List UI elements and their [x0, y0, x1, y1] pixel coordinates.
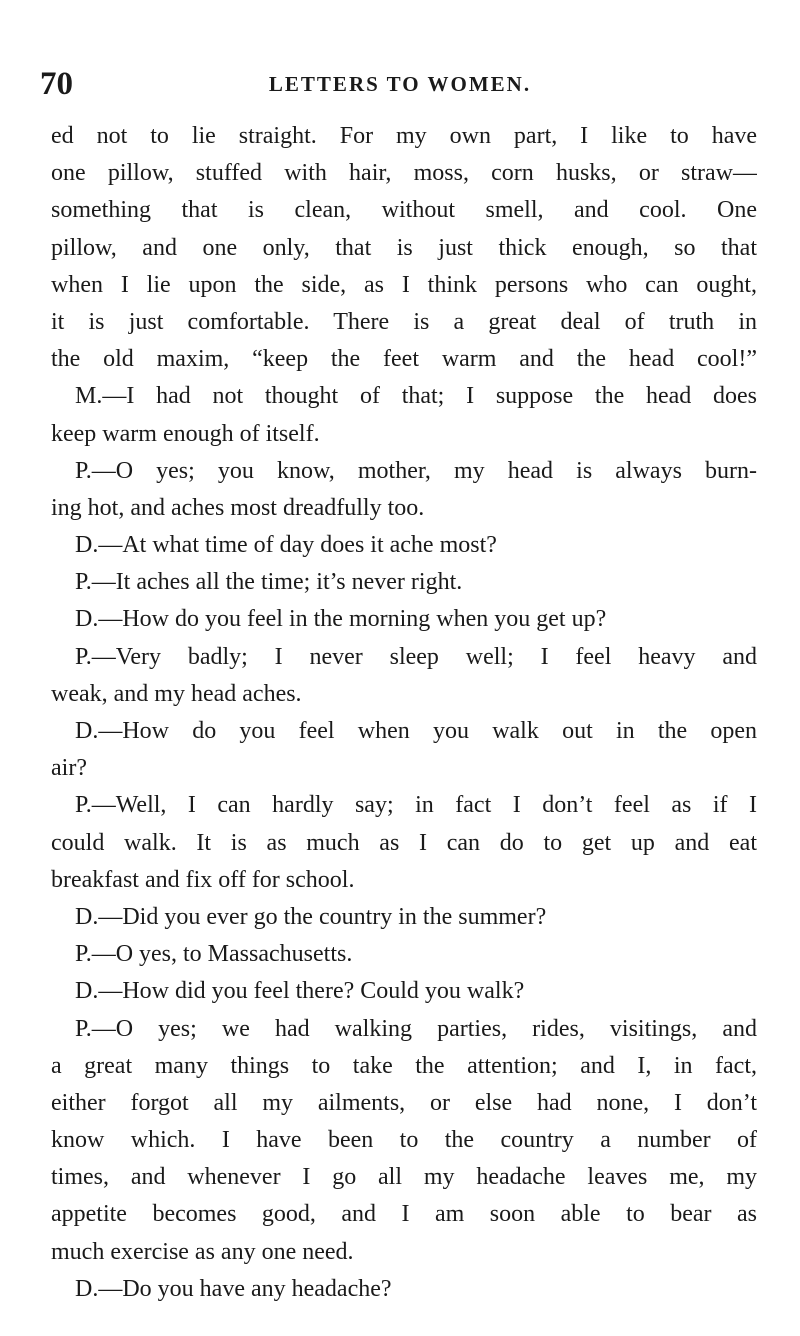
text-line: weak, and my head aches.: [51, 680, 302, 707]
text-line: ed not to lie straight. For my own part, I like to have: [51, 123, 757, 149]
text-line: when I lie upon the side, as I think persons who can ought,: [51, 271, 757, 298]
text-line: P.—Very badly; I never sleep well; I feel heavy and: [75, 643, 757, 670]
text-line: something that is clean, without smell, and cool. One: [51, 197, 757, 224]
running-head: LETTERS TO WOMEN.: [268, 72, 532, 96]
text-line: P.—Well, I can hardly say; in fact I don’t feel as if I: [75, 792, 757, 819]
text-line: it is just comfortable. There is a great deal of truth in: [51, 308, 757, 335]
text-line: a great many things to take the attention; and I, in fact,: [51, 1052, 757, 1079]
text-line: times, and whenever I go all my headache leaves me, my: [51, 1164, 757, 1191]
text-line: M.—I had not thought of that; I suppose the head does: [75, 383, 757, 410]
page-number: 70: [40, 66, 73, 102]
text-line: D.—How do you feel when you walk out in the open: [75, 718, 757, 744]
text-line: P.—O yes; you know, mother, my head is always burn-: [75, 457, 757, 484]
text-line: D.—Did you ever go the country in the summer?: [75, 903, 547, 930]
text-line: could walk. It is as much as I can do to get up and eat: [51, 829, 757, 856]
text-line: ing hot, and aches most dreadfully too.: [51, 494, 425, 521]
text-line: much exercise as any one need.: [51, 1238, 354, 1265]
text-line: pillow, and one only, that is just thick enough, so that: [51, 234, 757, 261]
text-line: D.—How did you feel there? Could you walk?: [75, 978, 525, 1005]
text-line: D.—At what time of day does it ache most?: [75, 532, 497, 559]
body-text: [51, 118, 757, 1308]
text-line: one pillow, stuffed with hair, moss, corn husks, or straw—: [51, 160, 757, 187]
text-line: either forgot all my ailments, or else had none, I don’t: [51, 1089, 757, 1116]
text-line: P.—O yes, to Massachusetts.: [75, 941, 353, 968]
text-line: P.—It aches all the time; it’s never right.: [75, 569, 463, 596]
text-line: D.—Do you have any headache?: [75, 1275, 392, 1302]
text-line: the old maxim, “keep the feet warm and the head cool!”: [51, 346, 757, 373]
text-line: keep warm enough of itself.: [51, 420, 320, 447]
text-line: know which. I have been to the country a number of: [51, 1127, 757, 1154]
text-line: P.—O yes; we had walking parties, rides, visitings, and: [75, 1015, 757, 1042]
text-line: D.—How do you feel in the morning when you get up?: [75, 606, 607, 633]
text-line: air?: [51, 755, 87, 782]
page-header: [40, 64, 760, 104]
text-line: breakfast and fix off for school.: [51, 866, 355, 893]
text-line: appetite becomes good, and I am soon able to bear as: [51, 1201, 757, 1228]
